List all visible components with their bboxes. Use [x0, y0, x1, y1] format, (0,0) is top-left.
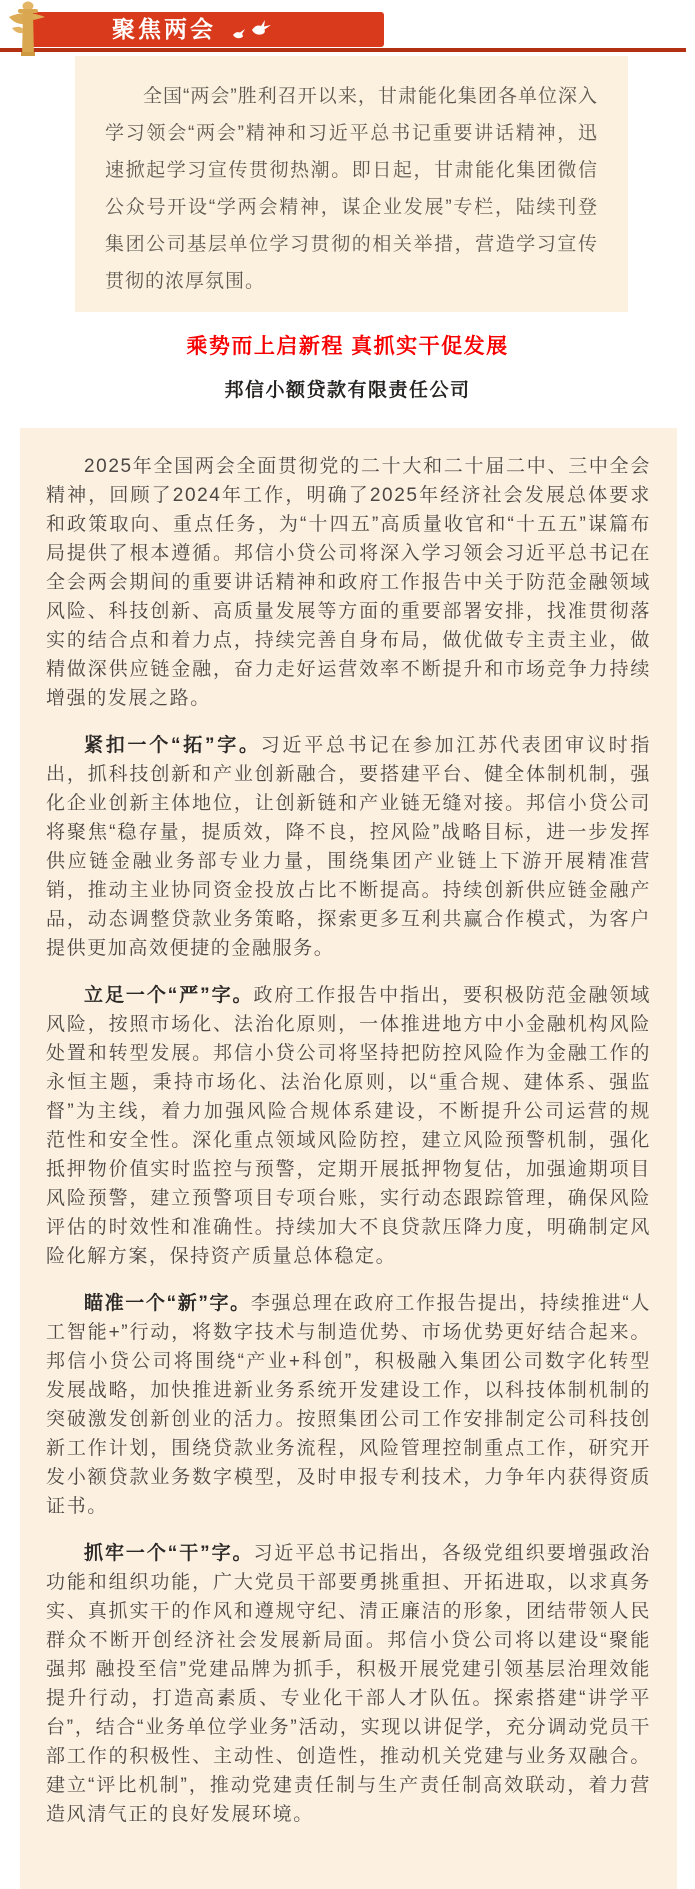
article-title: 乘势而上启新程 真抓实干促发展: [186, 335, 509, 358]
paragraph-lead: 立足一个“严”字。: [84, 985, 254, 1006]
paragraph-yan: [46, 981, 651, 1271]
paragraph-text: 习近平总书记指出，各级党组织要增强政治功能和组织功能，广大党员干部要勇挑重担、开拓进取，以求真务实、真抓实干的作风和遵规守纪、清正廉洁的形象，团结带领人民群众不断开创经济社会发展新局面。邦信小贷公司将以建设“聚能强邦 融投至信”党建品牌为抓手，积极开展党建引领基层治理效能提升行动，打造高素质、专业化干部人才队伍。探索搭建“讲学平台”，结合“业务单位学业务”活动，实现以讲促学，充分调动党员干部工作的积极性、主动性、创造性，推动机关党建与业务双融合。建立“评比机制”，推动党建责任制与生产责任制高效联动，着力营造风清气正的良好发展环境。: [46, 1543, 651, 1825]
section-banner-label: 聚焦两会: [112, 16, 216, 42]
paragraph-lead: 抓牢一个“干”字。: [84, 1543, 254, 1564]
paragraph-tuo: [46, 731, 651, 963]
paragraph-xin: [46, 1289, 651, 1521]
doves-icon: [232, 18, 272, 41]
paragraph-overview: [46, 452, 651, 713]
header: [0, 0, 695, 54]
paragraph-lead: 瞄准一个“新”字。: [84, 1293, 251, 1314]
section-banner: [28, 12, 384, 47]
paragraph-gan: [46, 1539, 651, 1829]
intro-text: 全国“两会”胜利召开以来，甘肃能化集团各单位深入学习领会“两会”精神和习近平总书记重要讲话精神，迅速掀起学习宣传贯彻热潮。即日起，甘肃能化集团微信公众号开设“学两会精神，谋企业发展”专栏，陆续刊登集团公司基层单位学习贯彻的相关举措，营造学习宣传贯彻的浓厚氛围。: [105, 86, 598, 292]
huabiao-pillar-icon: [4, 0, 50, 56]
header-divider-line: [0, 48, 686, 52]
paragraph-text: 习近平总书记在参加江苏代表团审议时指出，抓科技创新和产业创新融合，要搭建平台、健全体制机制，强化企业创新主体地位，让创新链和产业链无缝对接。邦信小贷公司将聚焦“稳存量，提质效，降不良，控风险”战略目标，进一步发挥供应链金融业务部专业力量，围绕集团产业链上下游开展精准营销，推动主业协同资金投放占比不断提高。持续创新供应链金融产品，动态调整贷款业务策略，探索更多互利共赢合作模式，为客户提供更加高效便捷的金融服务。: [46, 735, 651, 959]
paragraph-text: 政府工作报告中指出，要积极防范金融领域风险，按照市场化、法治化原则，一体推进地方中小金融机构风险处置和转型发展。邦信小贷公司将坚持把防控风险作为金融工作的永恒主题，秉持市场化、法治化原则，以“重合规、建体系、强监督”为主线，着力加强风险合规体系建设，不断提升公司运营的规范性和安全性。深化重点领域风险防控，建立风险预警机制，强化抵押物价值实时监控与预警，定期开展抵押物复估，加强逾期项目风险预警，建立预警项目专项台账，实行动态跟踪管理，确保风险评估的时效性和准确性。持续加大不良贷款压降力度，明确制定风险化解方案，保持资产质量总体稳定。: [46, 985, 651, 1267]
paragraph-text: 李强总理在政府工作报告提出，持续推进“人工智能+”行动，将数字技术与制造优势、市场优势更好结合起来。邦信小贷公司将围绕“产业+科创”，积极融入集团公司数字化转型发展战略，加快推进新业务系统开发建设工作，以科技体制机制的突破激发创新创业的活力。按照集团公司工作安排制定公司科技创新工作计划，围绕贷款业务流程，风险管理控制重点工作，研究开发小额贷款业务数字模型，及时申报专利技术，力争年内获得资质证书。: [46, 1293, 651, 1517]
intro-box: [75, 56, 628, 312]
article-body: [20, 428, 677, 1889]
paragraph-lead: 紧扣一个“拓”字。: [84, 735, 261, 756]
article-company: 邦信小额贷款有限责任公司: [224, 380, 471, 401]
paragraph-text: 2025年全国两会全面贯彻党的二十大和二十届二中、三中全会精神，回顾了2024年工作，明确了2025年经济社会发展总体要求和政策取向、重点任务，为“十四五”高质量收官和“十五五”谋篇布局提供了根本遵循。邦信小贷公司将深入学习领会习近平总书记在全会两会期间的重要讲话精神和政府工作报告中关于防范金融领域风险、科技创新、高质量发展等方面的重要部署安排，找准贯彻落实的结合点和着力点，持续完善自身布局，做优做专主责主业，做精做深供应链金融，奋力走好运营效率不断提升和市场竞争力持续增强的发展之路。: [46, 456, 651, 709]
